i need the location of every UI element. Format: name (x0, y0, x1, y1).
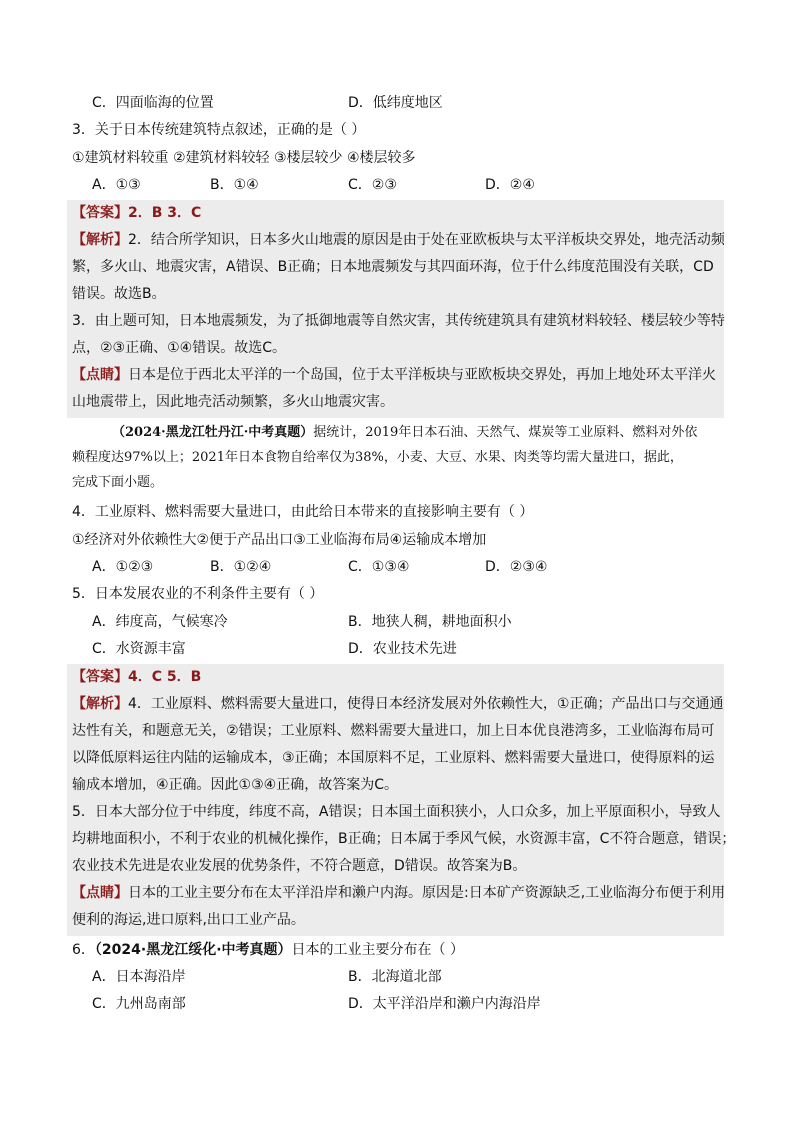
solution-block-2 (67, 664, 736, 936)
q3-option-a: A．①③ (92, 177, 141, 193)
comment-text: 日本是位于西北太平洋的一个岛国，位于太平洋板块与亚欧板块交界处，再加上地处环太平洋火 (128, 367, 716, 383)
q2-option-d: D．低纬度地区 (348, 95, 443, 111)
q5-stem: 5．日本发展农业的不利条件主要有（ ） (72, 586, 324, 602)
q5-option-d: D．农业技术先进 (348, 641, 457, 657)
analysis-tag: 【解析】 (72, 232, 128, 248)
q4-option-c: C．①③④ (348, 559, 410, 575)
analysis-tag: 【解析】 (72, 696, 128, 712)
comment-tag: 【点睛】 (72, 885, 128, 901)
analysis-1-line-1 (72, 227, 725, 254)
q3-items: ①建筑材料较重 ②建筑材料较轻 ③楼层较少 ④楼层较多 (72, 150, 416, 166)
q6-stem (72, 937, 464, 964)
material-paragraph (72, 418, 724, 496)
analysis-1-line-2: 繁，多火山、地震灾害，A错误、B正确；日本地震频发与其四面环海，位于什么纬度范围没有关联，CD (72, 259, 714, 275)
q5-option-b: B．地狭人稠，耕地面积小 (348, 614, 512, 630)
comment-1-line-2: 山地震带上，因此地壳活动频繁，多火山地震灾害。 (72, 394, 394, 410)
answer-2 (72, 664, 201, 691)
analysis-2-line-1 (72, 691, 723, 718)
q6-option-a: A．日本海沿岸 (92, 969, 186, 985)
analysis-1-line-4: 3．由上题可知，日本地震频发，为了抵御地震等自然灾害，其传统建筑具有建筑材料较轻、楼层较少等特 (72, 313, 725, 329)
analysis-2-line-5: 5．日本大部分位于中纬度，纬度不高，A错误；日本国土面积狭小，人口众多，加上平原面积小，导致人 (72, 804, 721, 820)
q4-option-d: D．②③④ (485, 559, 548, 575)
comment-text: 日本的工业主要分布在太平洋沿岸和濑户内海。原因是:日本矿产资源缺乏,工业临海分布便于利用 (128, 885, 726, 901)
q5-option-a: A．纬度高，气候寒冷 (92, 614, 228, 630)
comment-2-line-1 (72, 880, 725, 907)
comment-2-line-2: 便利的海运,进口原料,出口工业产品。 (72, 912, 305, 928)
answer-tag: 【答案】 (72, 669, 128, 685)
analysis-2-line-6: 均耕地面积小，不利于农业的机械化操作，B正确；日本属于季风气候，水资源丰富，C不符合题意，错误； (72, 831, 736, 847)
answer-text: 4．C 5．B (128, 669, 202, 685)
q2-option-c: C．四面临海的位置 (92, 95, 214, 111)
analysis-2-line-3: 以降低原料运往内陆的运输成本，③正确；本国原料不足，工业原料、燃料需要大量进口，使得原料的运 (72, 750, 715, 766)
q4-option-a: A．①②③ (92, 559, 154, 575)
analysis-1-line-3: 错误。故选B。 (72, 286, 166, 302)
q5-option-c: C．水资源丰富 (92, 641, 186, 657)
comment-tag: 【点睛】 (72, 367, 128, 383)
analysis-2-line-7: 农业技术先进是农业发展的优势条件，不符合题意，D错误。故答案为B。 (72, 858, 527, 874)
material-text: 据统计，2019年日本石油、天然气、煤炭等工业原料、燃料对外依 (313, 425, 698, 440)
q6-stem-text: 日本的工业主要分布在（ ） (291, 942, 464, 958)
q4-items: ①经济对外依赖性大②便于产品出口③工业临海布局④运输成本增加 (72, 532, 487, 548)
analysis-1-line-5: 点，②③正确、①④错误。故选C。 (72, 340, 286, 356)
answer-tag: 【答案】 (72, 205, 128, 221)
analysis-text: 2．结合所学知识，日本多火山地震的原因是由于处在亚欧板块与太平洋板块交界处，地壳活动频 (128, 232, 725, 248)
material-line-3: 完成下面小题。 (72, 475, 164, 490)
material-line-1 (112, 420, 697, 445)
comment-1-line-1 (72, 362, 716, 389)
analysis-text: 4．工业原料、燃料需要大量进口，使得日本经济发展对外依赖性大，①正确；产品出口与交通通 (128, 696, 724, 712)
q6-source: （2024·黑龙江绥化·中考真题） (94, 942, 292, 958)
solution-block-1 (67, 200, 724, 418)
q3-option-c: C．②③ (348, 177, 397, 193)
material-line-2: 赖程度达97%以上；2021年日本食物自给率仅为38%，小麦、大豆、水果、肉类等均需大量进口，据此， (72, 450, 683, 465)
q3-stem: 3．关于日本传统建筑特点叙述，正确的是（ ） (72, 122, 366, 138)
material-source: （2024·黑龙江牡丹江·中考真题） (112, 425, 314, 440)
q6-option-c: C．九州岛南部 (92, 996, 186, 1012)
analysis-2-line-2: 达性有关，和题意无关，②错误；工业原料、燃料需要大量进口，加上日本优良港湾多，工业临海布局可 (72, 723, 715, 739)
q6-number: 6． (72, 942, 95, 958)
answer-text: 2．B 3．C (128, 205, 202, 221)
q3-option-d: D．②④ (485, 177, 535, 193)
answer-1 (72, 200, 201, 227)
q6-option-b: B．北海道北部 (348, 969, 442, 985)
q4-stem: 4．工业原料、燃料需要大量进口，由此给日本带来的直接影响主要有（ ） (72, 504, 534, 520)
q6-option-d: D．太平洋沿岸和濑户内海沿岸 (348, 996, 541, 1012)
q4-option-b: B．①②④ (210, 559, 272, 575)
q3-option-b: B．①④ (210, 177, 259, 193)
analysis-2-line-4: 输成本增加，④正确。因此①③④正确，故答案为C。 (72, 777, 398, 793)
